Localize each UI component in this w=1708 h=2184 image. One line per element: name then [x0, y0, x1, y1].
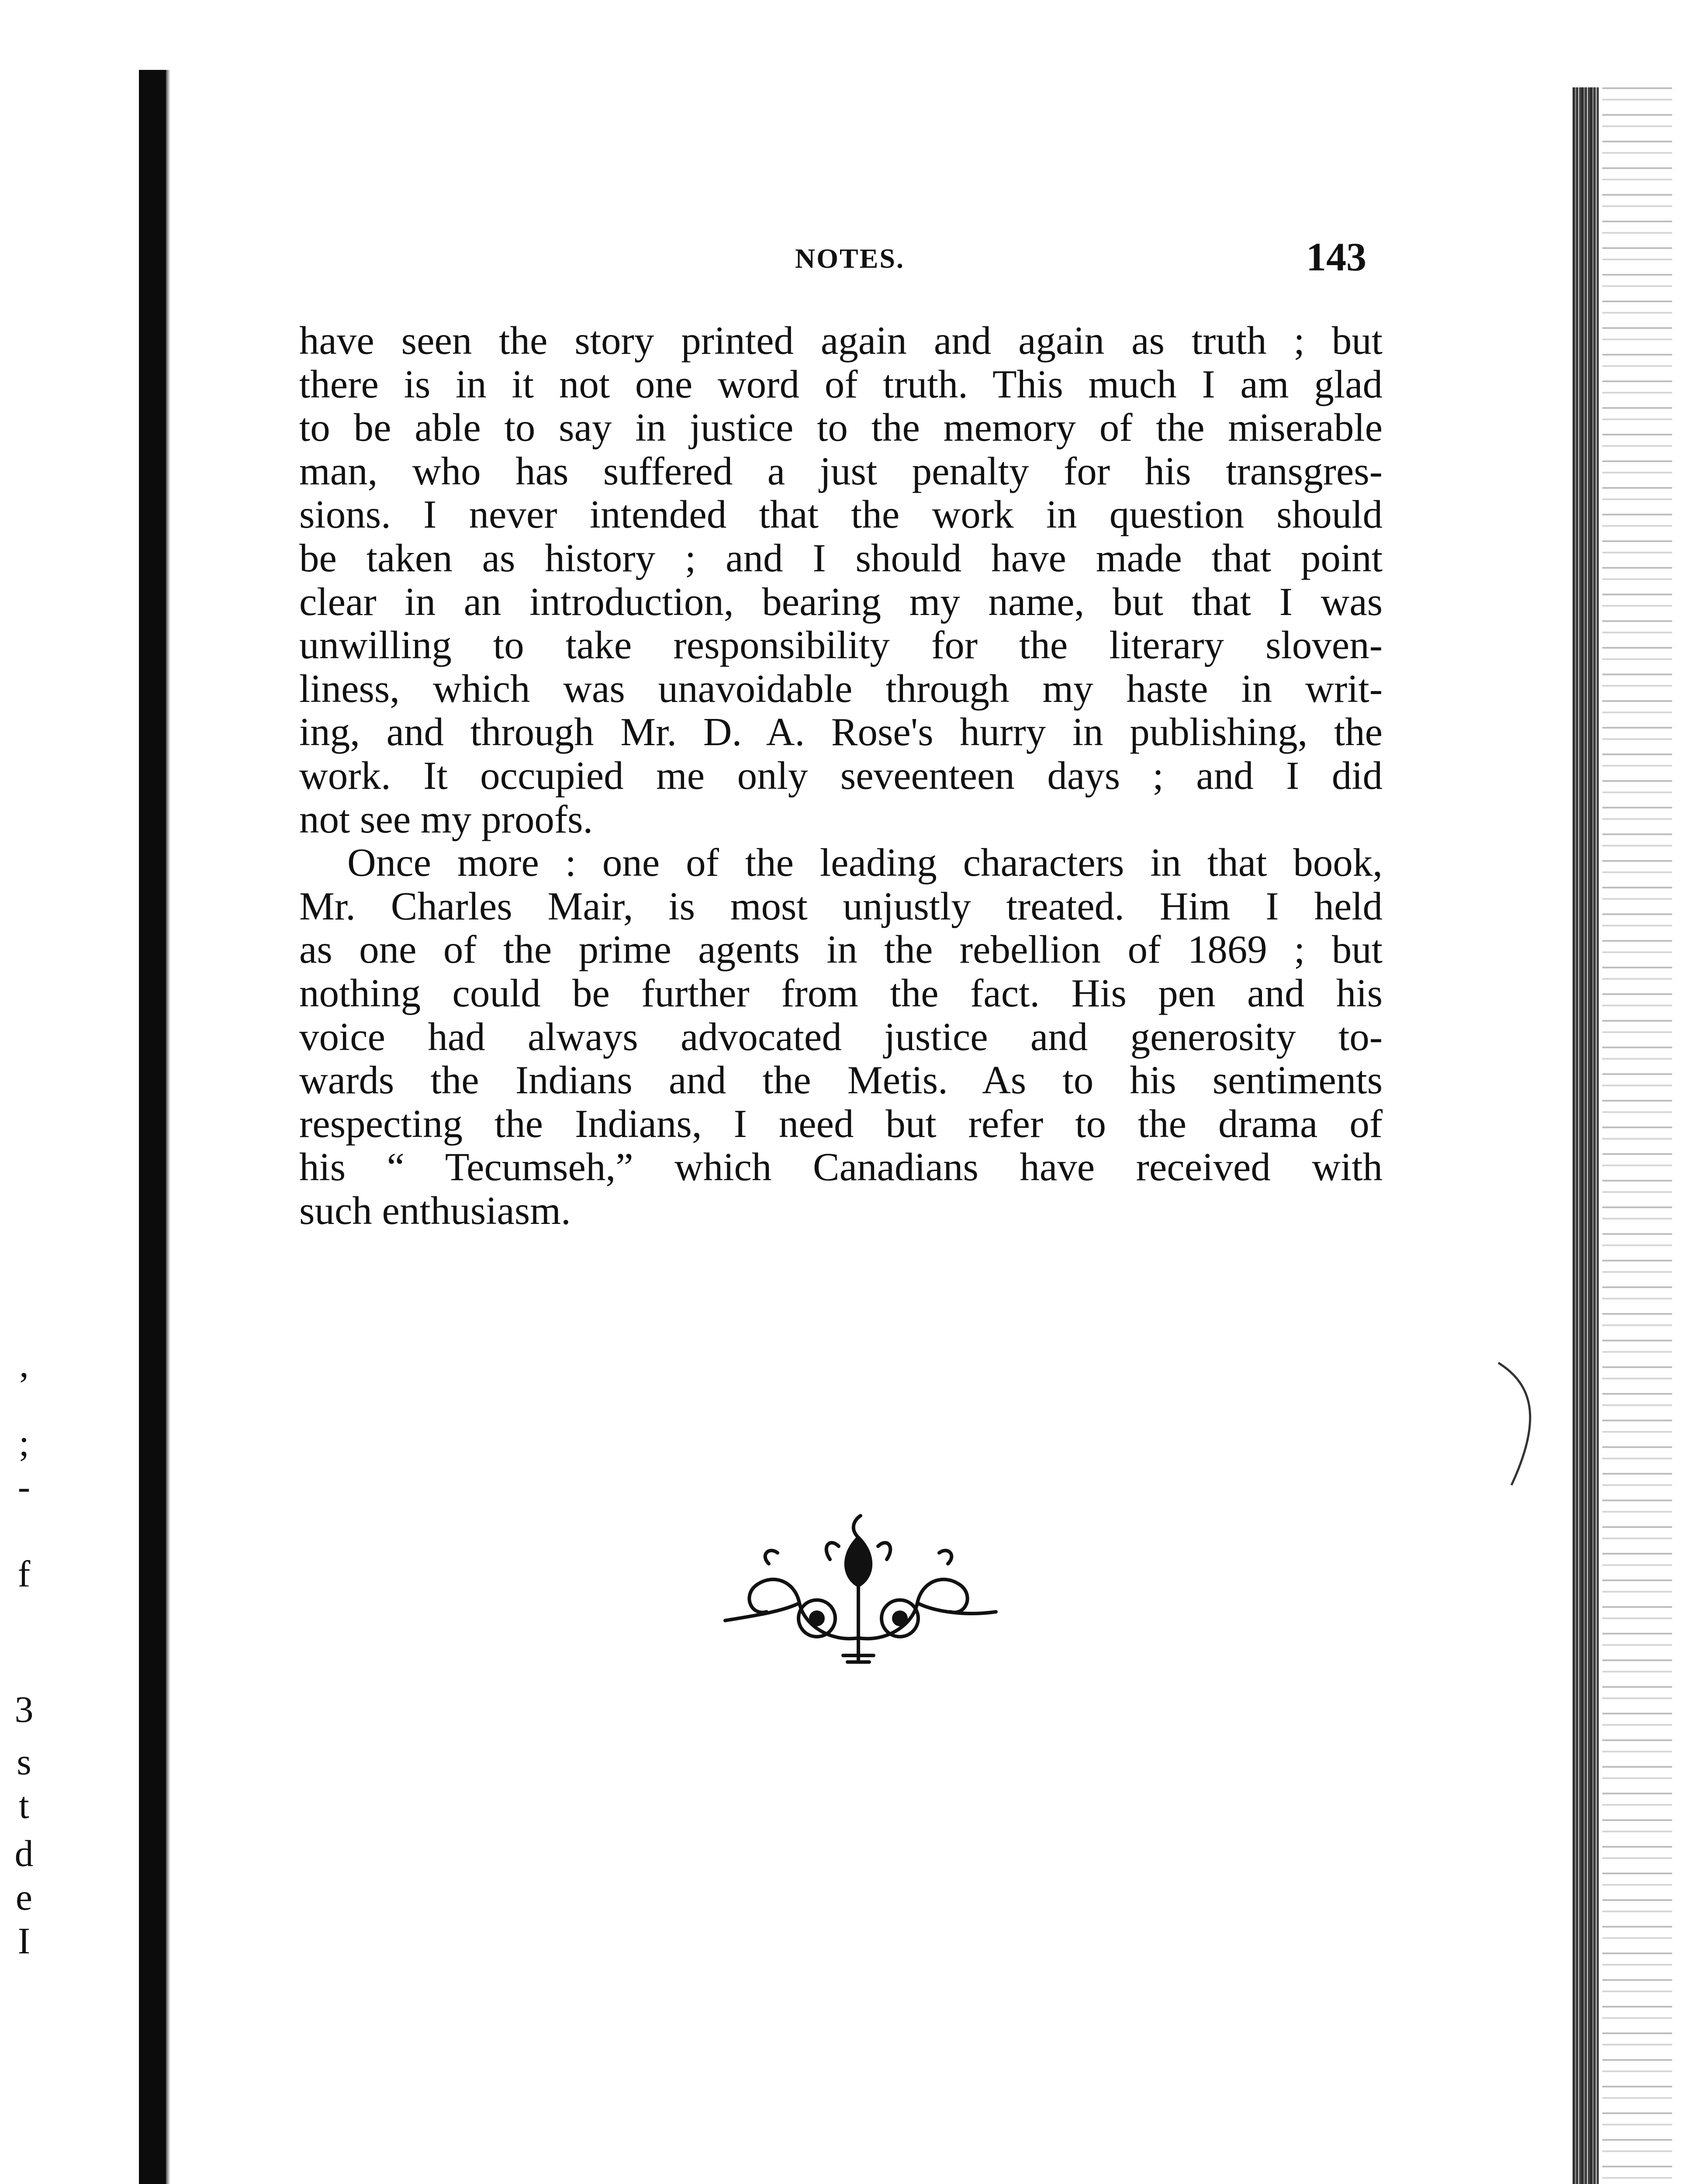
margin-letter: ,	[19, 1343, 29, 1385]
body-text	[299, 319, 1383, 1232]
binding-shadow	[139, 70, 166, 2184]
text-line: as one of the prime agents in the rebellion of 1869 ; but	[299, 927, 1383, 972]
stray-curve-mark	[1494, 1358, 1546, 1489]
margin-letter: e	[15, 1876, 33, 1918]
text-line: ing, and through Mr. D. A. Rose's hurry in publishing, the	[299, 710, 1383, 754]
paragraph-1	[299, 319, 1383, 841]
text-line: voice had always advocated justice and generosity to-	[299, 1014, 1383, 1059]
margin-letter: ;	[19, 1422, 29, 1464]
text-line: his “ Tecumseh,” which Canadians have received with	[299, 1145, 1383, 1189]
text-line: have seen the story printed again and again as truth ; but	[299, 318, 1383, 363]
text-line: there is in it not one word of truth. This much I am glad	[299, 362, 1383, 406]
text-line: nothing could be further from the fact. His pen and his	[299, 971, 1383, 1015]
text-line: clear in an introduction, bearing my name, but that I was	[299, 579, 1383, 624]
text-line: work. It occupied me only seveenteen days ; and I did	[299, 753, 1383, 798]
margin-letter: I	[17, 1920, 31, 1962]
margin-letter: -	[17, 1465, 31, 1507]
margin-letter: 3	[14, 1688, 34, 1730]
page-number: 143	[1306, 235, 1366, 279]
text-line: sions. I never intended that the work in question should	[299, 492, 1383, 537]
text-line: be taken as history ; and I should have made that point	[299, 536, 1383, 580]
running-head: NOTES.	[795, 243, 905, 274]
text-line: liness, which was unavoidable through my haste in writ-	[299, 666, 1383, 711]
page-edge-shadow	[1573, 87, 1599, 2184]
text-line: unwilling to take responsibility for the literary sloven-	[299, 623, 1383, 667]
margin-letter: t	[19, 1784, 29, 1826]
text-line: wards the Indians and the Metis. As to his sentiments	[299, 1058, 1383, 1102]
text-line: man, who has suffered a just penalty for his transgres-	[299, 449, 1383, 493]
margin-letter: d	[14, 1832, 34, 1874]
text-line: not see my proofs.	[299, 797, 593, 841]
text-line: to be able to say in justice to the memory of the miserable	[299, 405, 1383, 450]
text-line: Once more : one of the leading characters in that book,	[347, 840, 1383, 885]
text-line: such enthusiasm.	[299, 1188, 571, 1233]
margin-letter: s	[17, 1741, 31, 1783]
text-line: respecting the Indians, I need but refer to the drama of	[299, 1101, 1383, 1146]
margin-letter: f	[17, 1553, 31, 1595]
floral-tailpiece-icon	[716, 1511, 1000, 1669]
text-line: Mr. Charles Mair, is most unjustly treated. Him I held	[299, 884, 1383, 928]
paragraph-2	[299, 841, 1383, 1232]
